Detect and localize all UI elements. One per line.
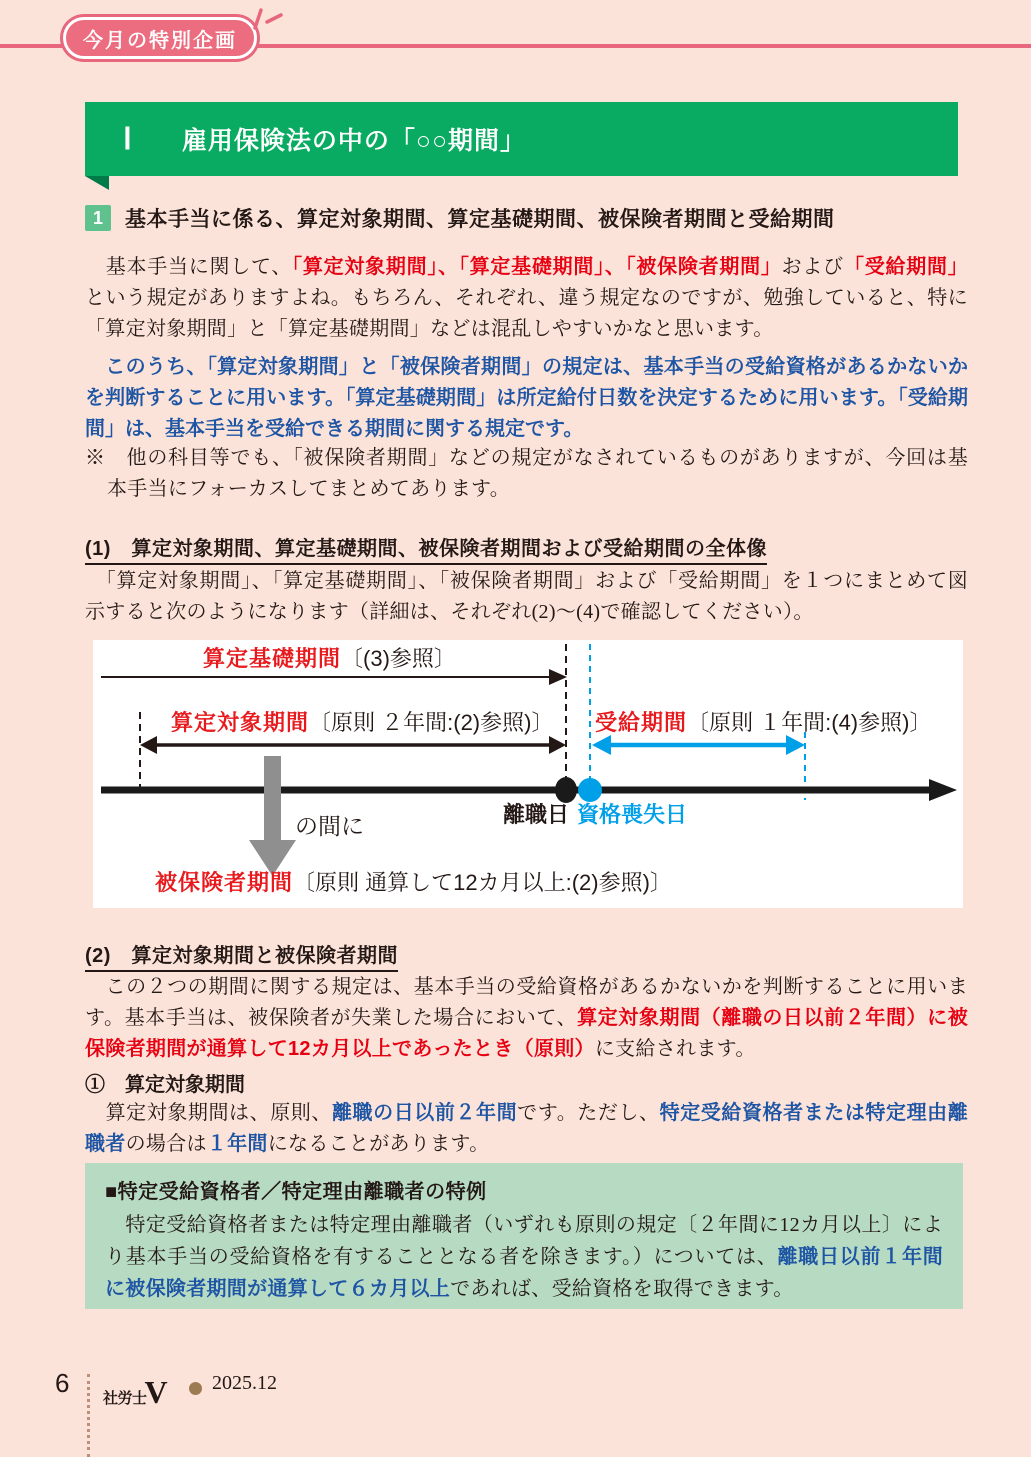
sanki-arrowhead — [549, 669, 567, 685]
chapter-title: 雇用保険法の中の「○○期間」 — [181, 127, 527, 155]
paragraph-blue-summary: このうち、「算定対象期間」と「被保険者期間」の規定は、基本手当の受給資格があるかないかを判断することに用います。「算定基礎期間」は所定給付日数を決定するために用います。「受給期間」は、基本手当を受給できる期間に関する規定です。 — [85, 356, 968, 440]
label-note: 〔原則 ２年間:(2)参照)〕 — [309, 710, 554, 735]
label-red: 受給期間 — [595, 710, 688, 735]
subsection-2-heading — [85, 939, 398, 968]
brand-v-mark: V — [144, 1374, 168, 1410]
subsection-2-body — [85, 972, 968, 1065]
footer-bullet-icon — [189, 1382, 202, 1395]
underlined-heading: (1) 算定対象期間、算定基礎期間、被保険者期間および受給期間の全体像 — [85, 538, 767, 565]
item-1-heading: ① 算定対象期間 — [85, 1074, 245, 1096]
subsection-1-body: 「算定対象期間」、「算定基礎期間」、「被保険者期間」および「受給期間」を１つにまとめて図示すると次のようになります（詳細は、それぞれ(2)～(4)で確認してください）。 — [85, 570, 968, 623]
text-run: です。ただし、 — [517, 1102, 660, 1124]
paragraph-intro — [85, 252, 968, 345]
special-case-title: ■特定受給資格者／特定理由離職者の特例 — [105, 1181, 487, 1203]
text-run: という規定がありますよね。もちろん、それぞれ、違う規定なのですが、勉強していると、特に「算定対象期間」と「算定基礎期間」などは混乱しやすいかなと思います。 — [85, 287, 968, 340]
blue-emphasis: 離職の日以前２年間 — [331, 1102, 518, 1124]
section-number-chip: 1 — [85, 205, 111, 231]
text-run: の場合は — [125, 1133, 207, 1155]
text-run: に支給されます。 — [594, 1038, 756, 1060]
section-heading — [85, 203, 835, 233]
special-case-body — [105, 1209, 943, 1305]
red-emphasis: 「受給期間」 — [843, 256, 968, 278]
label-dates — [503, 798, 687, 829]
label-no-aida: の間に — [295, 813, 364, 839]
santai-arrowhead-right — [549, 736, 566, 754]
text-run: であれば、受給資格を取得できます。 — [450, 1278, 794, 1300]
blue-emphasis: １年間 — [206, 1133, 268, 1155]
label-note: 〔原則 通算して12カ月以上:(2)参照)〕 — [293, 870, 672, 895]
banner-fold — [85, 176, 109, 190]
page-number: 6 — [55, 1368, 70, 1398]
timeline-diagram — [93, 640, 963, 908]
jukyu-arrowhead-left — [592, 735, 611, 755]
item-1-body — [85, 1098, 968, 1160]
label-note: 〔原則 １年間:(4)参照)〕 — [687, 710, 932, 735]
text-run: 基本手当に関して、 — [85, 256, 293, 278]
sparkle-icon — [240, 2, 290, 36]
label-sanki-kiso-kikan — [203, 642, 456, 673]
special-case-box — [85, 1163, 963, 1309]
section-title: 基本手当に係る、算定対象期間、算定基礎期間、被保険者期間と受給期間 — [125, 208, 835, 231]
text-run: この２つの期間に関する規定は、基本手当の受給資格があるかないかを判断することに用います。基本手当は、被保険者が失業した場合において、 — [85, 976, 968, 1029]
subsection-1-heading — [85, 532, 767, 561]
label-red: 被保険者期間 — [155, 870, 294, 895]
footer-dotted-divider — [87, 1374, 90, 1457]
label-hihokensha-kikan — [155, 866, 672, 897]
label-jukyu-kikan — [595, 706, 931, 737]
timeline-arrowhead — [929, 779, 957, 801]
paragraph-note: ※ 他の科目等でも、「被保険者期間」などの規定がなされているものがありますが、今回は基本手当にフォーカスしてまとめてあります。 — [85, 447, 968, 500]
label-note: 〔(3)参照〕 — [341, 646, 456, 671]
gray-arrow-shaft — [264, 756, 281, 842]
issue-date: 2025.12 — [212, 1372, 277, 1394]
santai-arrowhead-left — [140, 736, 157, 754]
text-run: 算定対象期間は、原則、 — [85, 1102, 332, 1124]
red-emphasis: 「算定対象期間」、「算定基礎期間」、「被保険者期間」 — [292, 256, 782, 278]
underlined-heading: (2) 算定対象期間と被保険者期間 — [85, 945, 398, 972]
chapter-numeral: Ⅰ — [123, 122, 132, 156]
text-run: および — [781, 256, 844, 278]
label-red: 算定基礎期間 — [203, 646, 342, 671]
badge-label: 今月の特別企画 — [83, 29, 237, 52]
brand-logo — [103, 1374, 168, 1410]
text-run: になることがあります。 — [267, 1133, 490, 1155]
text-run: 特定受給資格者または特定理由離職者（いずれも原則の規定〔２年間に12カ月以上〕により基本手当の受給資格を有することとなる者を除きます。）については、 — [105, 1214, 943, 1268]
special-feature-badge — [63, 17, 257, 59]
red-emphasis: 算定対象期間（離職の日以前２年間）に被保険者期間が通算して12カ月以上であったとき（原則） — [85, 1007, 969, 1060]
label-rishoku-date: 離職日 — [503, 802, 570, 827]
jukyu-arrowhead-right — [786, 735, 805, 755]
label-santei-taisho-kikan — [171, 706, 553, 737]
blue-emphasis: 特定受給資格者または特定理由離職者 — [85, 1102, 969, 1155]
blue-emphasis: 離職日以前１年間に被保険者期間が通算して６カ月以上 — [105, 1246, 943, 1300]
brand-text: 社労士 — [103, 1390, 147, 1407]
label-shikaku-date: 資格喪失日 — [577, 802, 688, 827]
label-red: 算定対象期間 — [171, 710, 310, 735]
chapter-banner — [85, 102, 958, 176]
